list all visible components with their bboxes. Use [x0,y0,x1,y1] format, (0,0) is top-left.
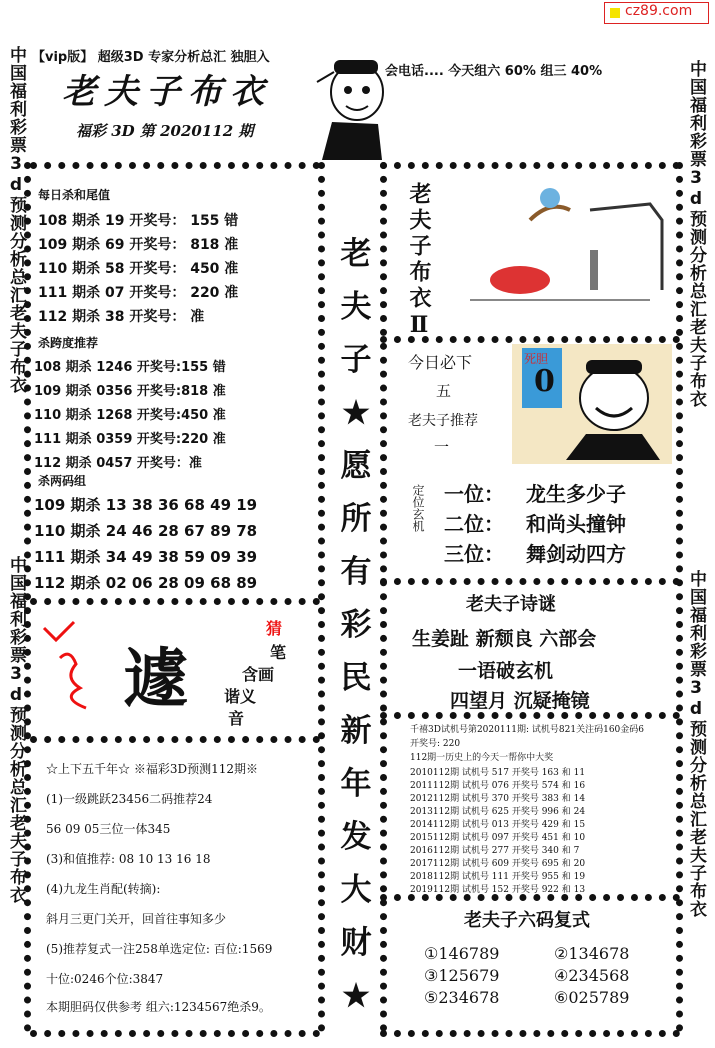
recommend-label: 老夫子推荐 [408,413,478,429]
position-row [444,538,626,567]
poem-line: 四望月 沉疑掩镜 [450,690,590,712]
cartoon-scene-icon [450,180,670,320]
kill-sum-heading: 每日杀和尾值 [38,188,111,202]
six-code-title: 老夫子六码复式 [464,910,590,931]
kill-pair-row: 111 期杀 34 49 38 59 09 39 [34,548,258,566]
history-row: 2017112期 试机号 609 开奖号 695 和 20 [410,859,586,869]
kill-pair-heading: 杀两码组 [38,474,87,488]
divider [30,736,320,743]
star-icon: ★ [342,978,370,1014]
kill-span-row: 111 期杀 0359 开奖号:220 准 [34,432,226,447]
must-pick-label: 今日必下 [408,353,473,372]
red-scribble-icon [40,618,100,714]
slogan-char: 所 [340,501,372,537]
slogan-char: 新 [340,713,372,749]
prediction-row: 十位:0246个位:3847 [46,972,164,986]
kill-span-heading: 杀跨度推荐 [38,336,99,350]
prediction-row: 本期胆码仅供参考 组六:1234567绝杀9。 [46,1000,271,1014]
position-label: 定位玄机 [411,484,425,532]
old-master-face-icon [556,354,666,460]
divider [380,894,680,901]
slogan-char: 子 [340,342,372,378]
star-icon: ★ [342,395,370,431]
slogan-char: 老 [340,236,372,272]
kill-pair-row: 112 期杀 02 06 28 09 68 89 [34,574,258,592]
history-row: 2014112期 试机号 013 开奖号 429 和 15 [410,820,586,830]
history-row: 2010112期 试机号 517 开奖号 163 和 11 [410,768,586,778]
history-row: 2016112期 试机号 277 开奖号 340 和 7 [410,846,580,856]
divider [676,162,693,1032]
slogan-char: 彩 [340,607,372,643]
divider [380,712,680,719]
dead-code-badge [512,344,672,464]
right-vertical-title: 老夫子布衣Ⅱ [406,182,432,342]
divider [380,162,397,1032]
six-code-item: ⑥025789 [554,988,630,1007]
header-top-line: 【vip版】 超级3D 专家分析总汇 独胆入 [32,50,270,65]
poem-title: 老夫子诗谜 [466,594,556,615]
position-row [444,478,626,507]
history-header-2: 开奖号: 220 [410,739,461,749]
kill-sum-row: 111 期杀 07 开奖号： 220 准 [38,285,239,301]
prediction-row: (4)九龙生肖配(转摘): [46,882,161,896]
divider [380,578,680,585]
six-code-item: ①146789 [424,944,500,963]
prediction-row: ☆上下五千年☆ ※福彩3D预测112期※ [46,762,258,776]
history-row: 2015112期 试机号 097 开奖号 451 和 10 [410,833,586,843]
recommend-number: 一 [434,438,450,456]
history-row: 2018112期 试机号 111 开奖号 955 和 19 [410,872,586,882]
must-pick-number: 五 [436,382,452,400]
slogan-char: 财 [340,925,372,961]
riddle-hint: 笔 [270,643,287,662]
kill-span-row: 110 期杀 1268 开奖号:450 准 [34,408,226,423]
middle-slogan-column [332,228,380,1023]
kill-span-row: 109 期杀 0356 开奖号:818 准 [34,384,226,399]
poem-line: 生姜趾 新颓良 六部会 [412,628,597,650]
slogan-char: 愿 [340,448,372,484]
kill-sum-row: 108 期杀 19 开奖号： 155 错 [38,213,239,229]
watermark-text: cz89.com [625,3,693,19]
right-side-slogan-2: 中国福利彩票3d预测分析总汇老夫子布衣 [686,570,706,918]
old-master-cartoon-icon [312,52,392,160]
slogan-char: 发 [340,819,372,855]
history-row: 2012112期 试机号 370 开奖号 383 和 14 [410,794,586,804]
prediction-row: (1)一级跳跃23456二码推荐24 [46,792,213,806]
history-row: 2013112期 试机号 625 开奖号 996 和 24 [410,807,586,817]
position-hint: 和尚头撞钟 [526,512,626,536]
left-side-slogan: 中国福利彩票3d预测分析总汇老夫子布衣 [6,46,26,394]
position-index: 一位： [444,482,504,506]
divider [30,598,320,605]
slogan-char: 民 [340,660,372,696]
prediction-row: 斜月三更门关开，回首往事知多少 [46,912,227,926]
six-code-item: ②134678 [554,944,630,963]
right-side-slogan: 中国福利彩票3d预测分析总汇老夫子布衣 [686,60,706,408]
prediction-row: (5)推荐复式一注258单选定位: 百位:1569 [46,942,273,956]
six-code-item: ③125679 [424,966,500,985]
kill-sum-row: 109 期杀 69 开奖号： 818 准 [38,237,239,253]
history-header: 千禧3D试机号第2020111期: 试机号821关注码160金码6 [410,725,645,735]
header-top-line-right: 会电话.... 今天组六 60% 组三 40% [385,64,603,79]
poem-line: 一语破玄机 [458,660,554,682]
divider [30,162,320,169]
riddle-character: 遽 [124,643,188,717]
position-row [444,508,626,537]
issue-number: 福彩 3D 第 2020112 期 [76,122,254,140]
divider [380,1030,680,1037]
kill-pair-row: 110 期杀 24 46 28 67 89 78 [34,522,258,540]
divider [380,162,680,169]
slogan-char: 大 [340,872,372,908]
kill-span-row: 108 期杀 1246 开奖号:155 错 [34,360,226,375]
position-hint: 舞剑动四方 [526,542,626,566]
position-hint: 龙生多少子 [526,482,626,506]
riddle-hint: 谐义 [224,687,257,706]
kill-pair-row: 109 期杀 13 38 36 68 49 19 [34,496,258,514]
history-row: 2011112期 试机号 076 开奖号 574 和 16 [410,781,586,791]
riddle-guess-label: 猜 [266,619,283,638]
watermark-badge [604,2,709,24]
page-title: 老夫子布衣 [62,72,272,112]
position-index: 二位： [444,512,504,536]
slogan-char: 有 [340,554,372,590]
history-row: 2019112期 试机号 152 开奖号 922 和 13 [410,885,586,895]
kill-sum-row: 112 期杀 38 开奖号： 准 [38,309,205,325]
kill-sum-row: 110 期杀 58 开奖号： 450 准 [38,261,239,277]
six-code-item: ④234568 [554,966,630,985]
slogan-char: 年 [340,766,372,802]
prediction-row: 56 09 05三位一体345 [46,822,171,836]
riddle-hint: 含画 [242,665,275,684]
divider [30,1030,320,1037]
history-header-3: 112期一历史上的今天一帮你中大奖 [410,753,554,763]
riddle-hint: 音 [228,709,245,728]
left-side-slogan-2: 中国福利彩票3d预测分析总汇老夫子布衣 [6,556,26,904]
position-index: 三位： [444,542,504,566]
dead-code-digit: 0 [534,364,555,399]
six-code-item: ⑤234678 [424,988,500,1007]
watermark-square-icon [610,8,620,18]
kill-span-row: 112 期杀 0457 开奖号：准 [34,456,202,471]
prediction-row: (3)和值推荐: 08 10 13 16 18 [46,852,211,866]
slogan-char: 夫 [340,289,372,325]
dead-code-label: 死胆 [524,352,549,366]
